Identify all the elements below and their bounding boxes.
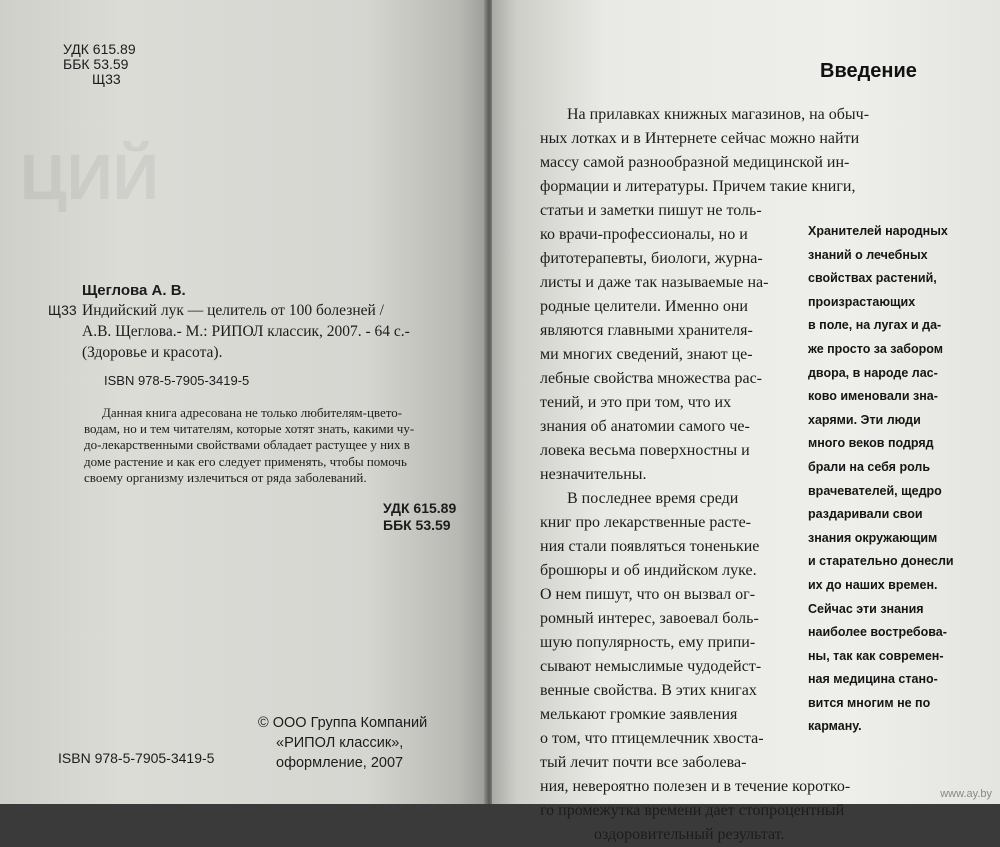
body-line: О нем пишут, что он вызвал ог- [540, 586, 756, 603]
sidebar-line: знаний о лечебных [808, 247, 928, 262]
body-line: ми многих сведений, знают це- [540, 346, 753, 363]
body-line: На прилавках книжных магазинов, на обыч- [567, 106, 870, 123]
sidebar-line: свойствах растений, [808, 271, 937, 286]
body-line: книг про лекарственные расте- [540, 514, 751, 531]
sidebar-note [808, 220, 998, 739]
body-line: ния, невероятно полезен и в течение коротко- [540, 778, 851, 795]
sidebar-line: ково именовали зна- [808, 389, 938, 404]
sidebar-line: харями. Эти люди [808, 412, 921, 427]
author-code-inline: Щ33 [48, 302, 77, 318]
sidebar-line: врачевателей, щедро [808, 483, 942, 498]
copyright-line: оформление, 2007 [276, 755, 404, 771]
sidebar-line: же просто за забором [808, 341, 943, 356]
body-line: го промежутка времени дает стопроцентный [540, 802, 845, 819]
body-line: венные свойства. В этих книгах [540, 682, 757, 699]
copyright-line: «РИПОЛ классик», [276, 735, 404, 751]
body-line: о том, что птицемлечник хвоста- [540, 730, 764, 747]
body-line: ромный интерес, завоевал боль- [540, 610, 759, 627]
author-code: Щ33 [92, 71, 121, 87]
bleed-through-text: ЦИЙ [20, 141, 159, 213]
classification-codes-top [63, 42, 136, 87]
udk-code: УДК 615.89 [383, 500, 457, 516]
sidebar-line: в поле, на лугах и да- [808, 318, 942, 333]
body-line: листы и даже так называемые на- [540, 274, 769, 291]
annotation-line: своему организму излечиться от ряда заболеваний. [84, 469, 367, 485]
classification-codes-bottom [383, 500, 456, 534]
body-line: знания об анатомии самого че- [540, 418, 750, 435]
body-line: являются главными хранителя- [540, 322, 753, 339]
copyright-block [258, 713, 427, 773]
body-line: статьи и заметки пишут не толь- [540, 202, 762, 219]
body-line: массу самой разнообразной медицинской ин- [540, 154, 850, 171]
body-line: ко врачи-профессионалы, но и [540, 226, 748, 243]
sidebar-line: раздаривали свои [808, 507, 923, 522]
sidebar-line: Сейчас эти знания [808, 601, 924, 616]
body-line: тый лечит почти все заболева- [540, 754, 747, 771]
isbn-bottom: ISBN 978-5-7905-3419-5 [58, 750, 215, 766]
body-line: брошюры и об индийском луке. [540, 562, 757, 579]
udk-code: УДК 615.89 [63, 41, 136, 57]
body-line: родные целители. Именно они [540, 298, 748, 315]
sidebar-line: вится многим не по [808, 695, 931, 710]
body-line: сывают немыслимые чудодейст- [540, 658, 762, 675]
sidebar-line: их до наших времен. [808, 577, 938, 592]
sidebar-line: брали на себя роль [808, 459, 931, 474]
sidebar-line: ная медицина стано- [808, 672, 938, 687]
annotation-line: Данная книга адресована не только любителям-цвето- [102, 405, 403, 420]
body-line: фитотерапевты, биологи, журна- [540, 250, 763, 267]
isbn-top: ISBN 978-5-7905-3419-5 [104, 373, 250, 388]
watermark: www.ay.by [940, 788, 992, 800]
sidebar-line: двора, в народе лас- [808, 365, 938, 380]
sidebar-line: много веков подряд [808, 436, 934, 451]
body-line: ловека весьма поверхностны и [540, 442, 750, 459]
bbk-code: ББК 53.59 [383, 517, 451, 533]
body-line: В последнее время среди [567, 490, 739, 507]
sidebar-line: Хранителей народных [808, 224, 948, 238]
body-line: ния стали появляться тоненькие [540, 538, 760, 555]
body-line: мелькают громкие заявления [540, 706, 738, 723]
body-line: формации и литературы. Причем такие книги, [540, 178, 856, 195]
annotation-line: водам, но и тем читателям, которые хотят знать, какими чу- [84, 421, 415, 437]
annotation [84, 405, 456, 486]
sidebar-line: карману. [808, 719, 862, 734]
bibliographic-line: Индийский лук — целитель от 100 болезней / [82, 302, 384, 319]
body-line: незначительны. [540, 466, 647, 483]
annotation-line: доме растение и как его следует применять, чтобы помочь [84, 453, 407, 469]
copyright-line: © ООО Группа Компаний [258, 715, 428, 731]
body-line: тений, и это при том, что их [540, 394, 732, 411]
sidebar-line: знания окружающим [808, 530, 938, 545]
annotation-line: до-лекарственными свойствами обладает растущее у них в [84, 437, 410, 453]
sidebar-line: наиболее востребова- [808, 625, 947, 640]
sidebar-line: и старательно донесли [808, 554, 954, 569]
chapter-heading: Введение [820, 60, 917, 82]
bibliographic-line: (Здоровье и красота). [82, 344, 223, 361]
body-line: лебные свойства множества рас- [540, 370, 762, 387]
body-line: ных лотках и в Интернете сейчас можно найти [540, 130, 860, 147]
body-line: шую популярность, ему припи- [540, 634, 756, 651]
author-name: Щеглова А. В. [82, 282, 186, 299]
sidebar-line: ны, так как современ- [808, 648, 944, 663]
bibliographic-line: А.В. Щеглова.- М.: РИПОЛ классик, 2007. - 64 с.- [82, 323, 410, 340]
body-line: оздоровительный результат. [594, 826, 785, 843]
left-page [0, 0, 487, 804]
bibliographic-record [82, 300, 452, 363]
bbk-code: ББК 53.59 [63, 56, 129, 72]
sidebar-line: произрастающих [808, 294, 916, 309]
